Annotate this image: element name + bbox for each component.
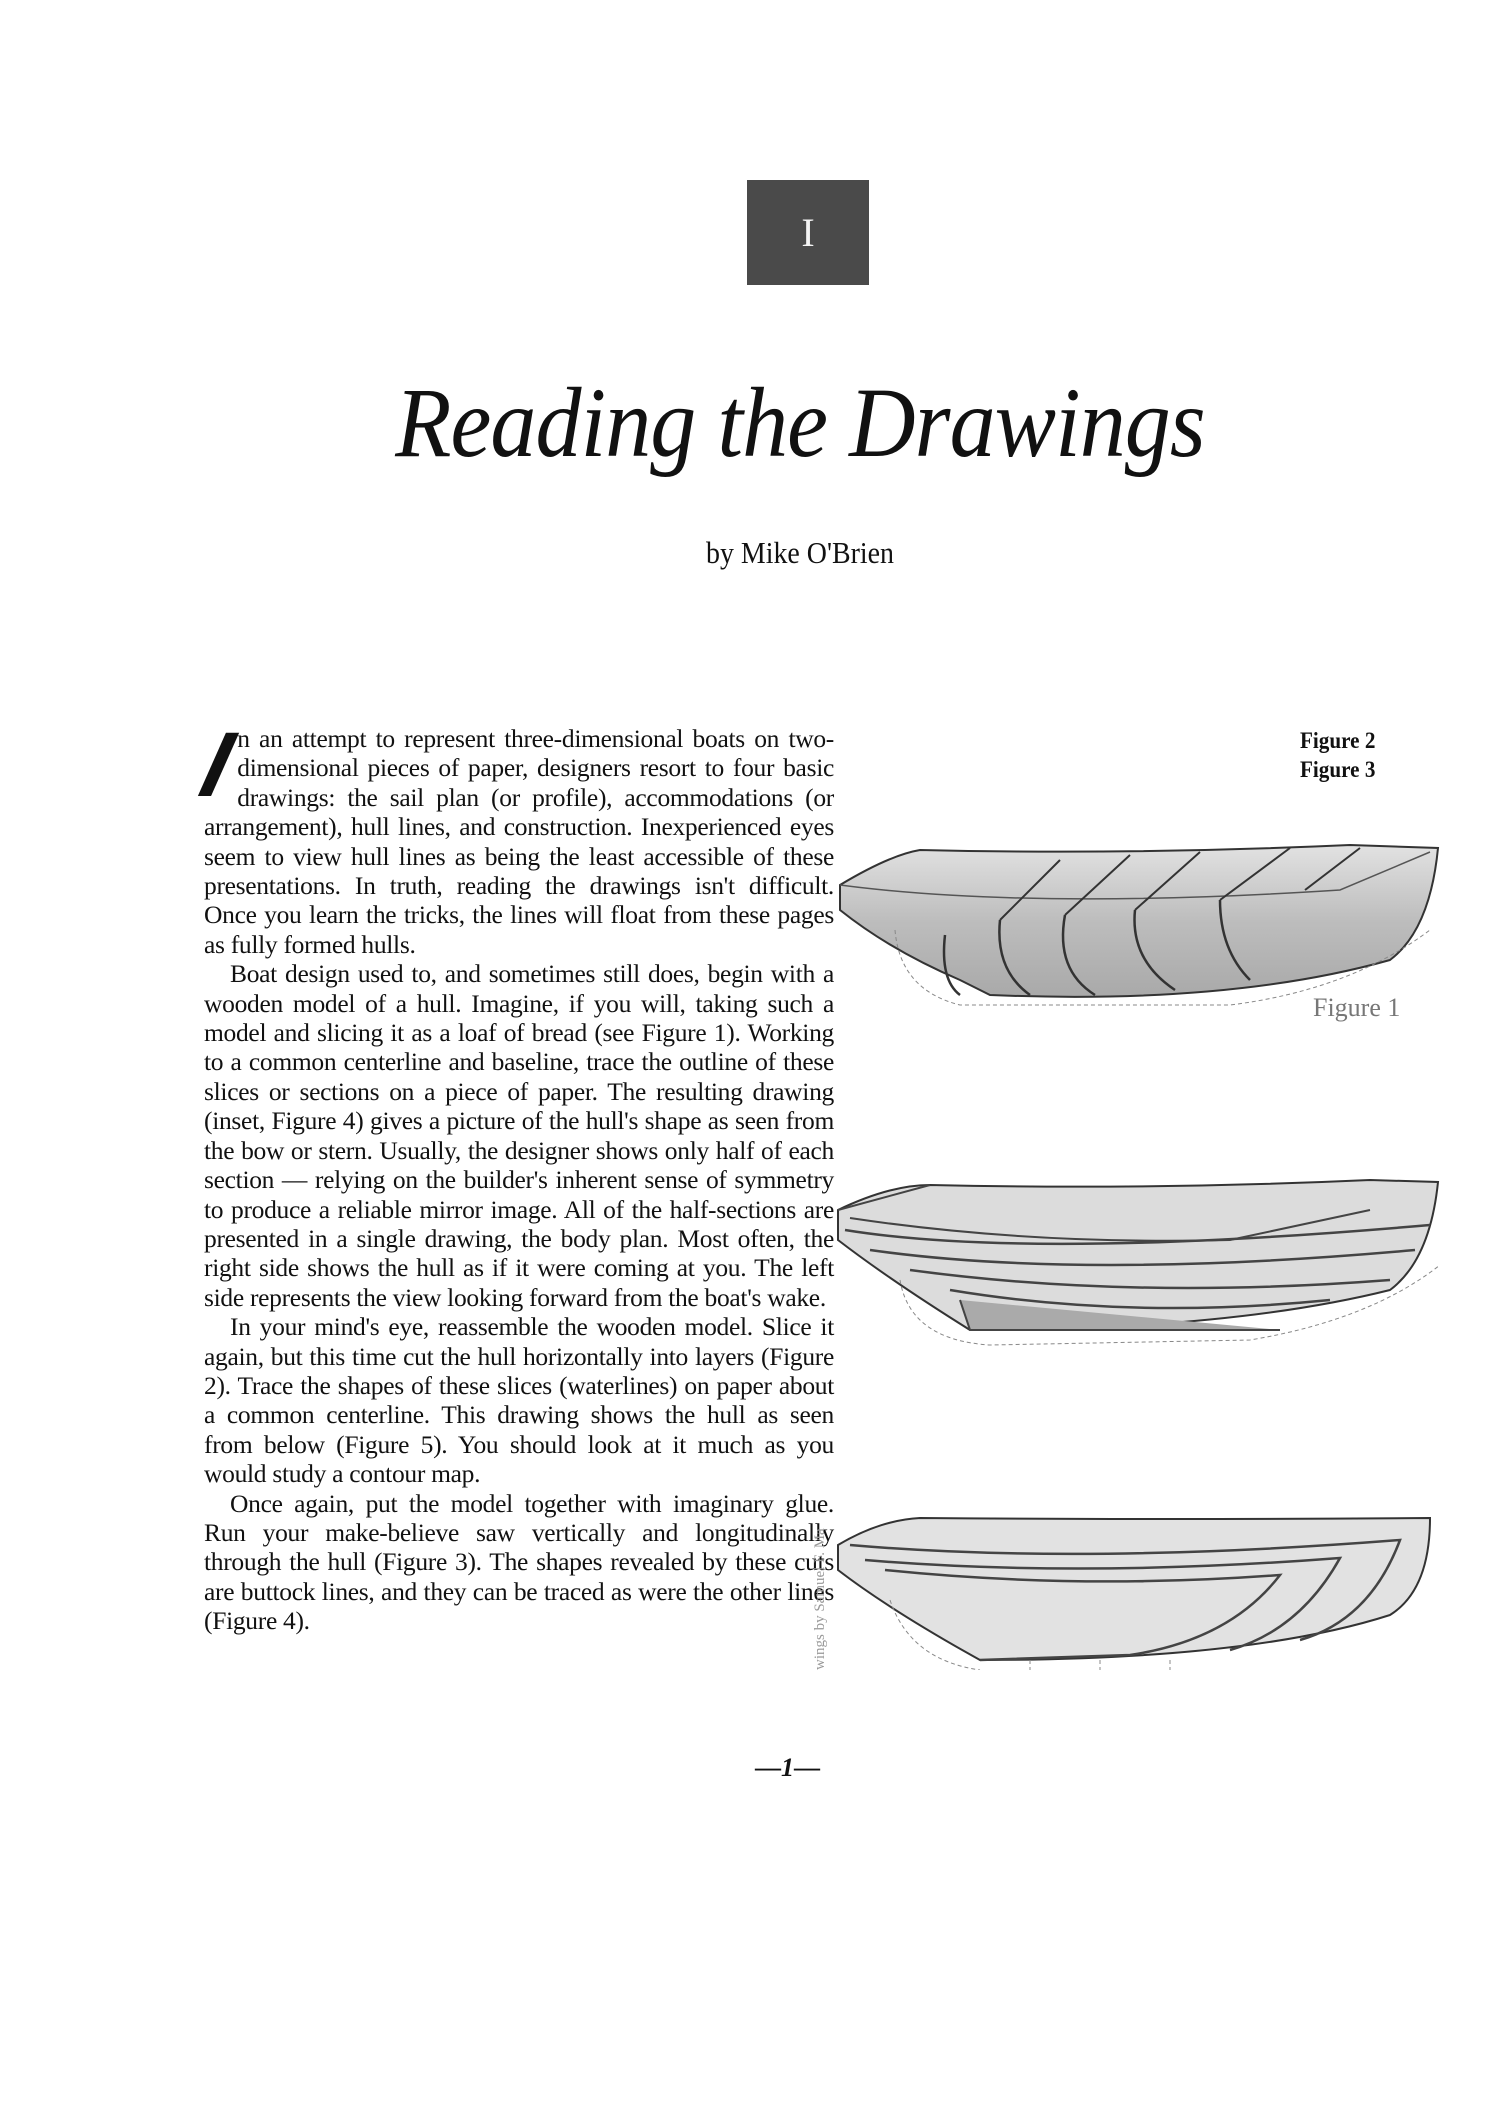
chapter-number-box bbox=[747, 180, 869, 285]
paragraph-2: Boat design used to, and sometimes still does, begin with a wooden model of a hull. Imagine, if you will, taking such a model and slicing it as a loaf of bread (see Figure 1). Working to a common centerline and baseline, trace the outline of these slices or sections on a piece of paper. The resulting drawing (inset, Figure 4) gives a picture of the hull's shape as seen from the bow or stern. Usually, the designer shows only half of each section — relying on the builder's inherent sense of symmetry to produce a reliable mirror image. All of the half-sections are presented in a single drawing, the body plan. Most often, the right side shows the hull as if it were coming at you. The left side represents the view looking forward from the boat's wake. bbox=[204, 959, 834, 1312]
illustration-credit: wings by Samuel F. Ma bbox=[812, 1528, 828, 1670]
paragraph-1: I n an attempt to represent three-dimensional boats on two-dimensional pieces of paper, designers resort to four basic drawings: the sail plan (or profile), accommodations (or arrangement), hull lines, and construction. Inexperienced eyes seem to view hull lines as being the least accessible of these presentations. In truth, reading the drawings isn't difficult. Once you learn the tricks, the lines will float from these pages as fully formed hulls. bbox=[191, 714, 834, 959]
paragraph-3: In your mind's eye, reassemble the wooden model. Slice it again, but this time cut the hull horizontally into layers (Figure 2). Trace the shapes of these slices (waterlines) on paper about a common centerline. This drawing shows the hull as seen from below (Figure 5). You should look at it much as you would study a contour map. bbox=[204, 1312, 834, 1489]
figure-3-label: Figure 3 bbox=[1300, 757, 1376, 782]
byline: by Mike O'Brien bbox=[706, 535, 894, 570]
paragraph-4: Once again, put the model together with imaginary glue. Run your make-believe saw vertically and longitudinally through the hull (Figure 3). The shapes revealed by these cuts are buttock lines, and they can be traced as were the other lines (Figure 4). bbox=[204, 1488, 834, 1636]
body-column bbox=[191, 714, 834, 1636]
figure-1-caption: Figure 1 bbox=[1313, 993, 1401, 1022]
drop-cap: I bbox=[191, 714, 242, 816]
page-title: Reading the Drawings bbox=[395, 367, 1205, 478]
figure-3-hull-buttocks bbox=[830, 1500, 1445, 1670]
page-number: —1— bbox=[755, 1753, 820, 1782]
chapter-number: I bbox=[801, 210, 815, 255]
figure-2-hull-waterlines bbox=[830, 1170, 1445, 1350]
figure-labels bbox=[1300, 726, 1375, 784]
figure-2-label: Figure 2 bbox=[1300, 728, 1376, 753]
